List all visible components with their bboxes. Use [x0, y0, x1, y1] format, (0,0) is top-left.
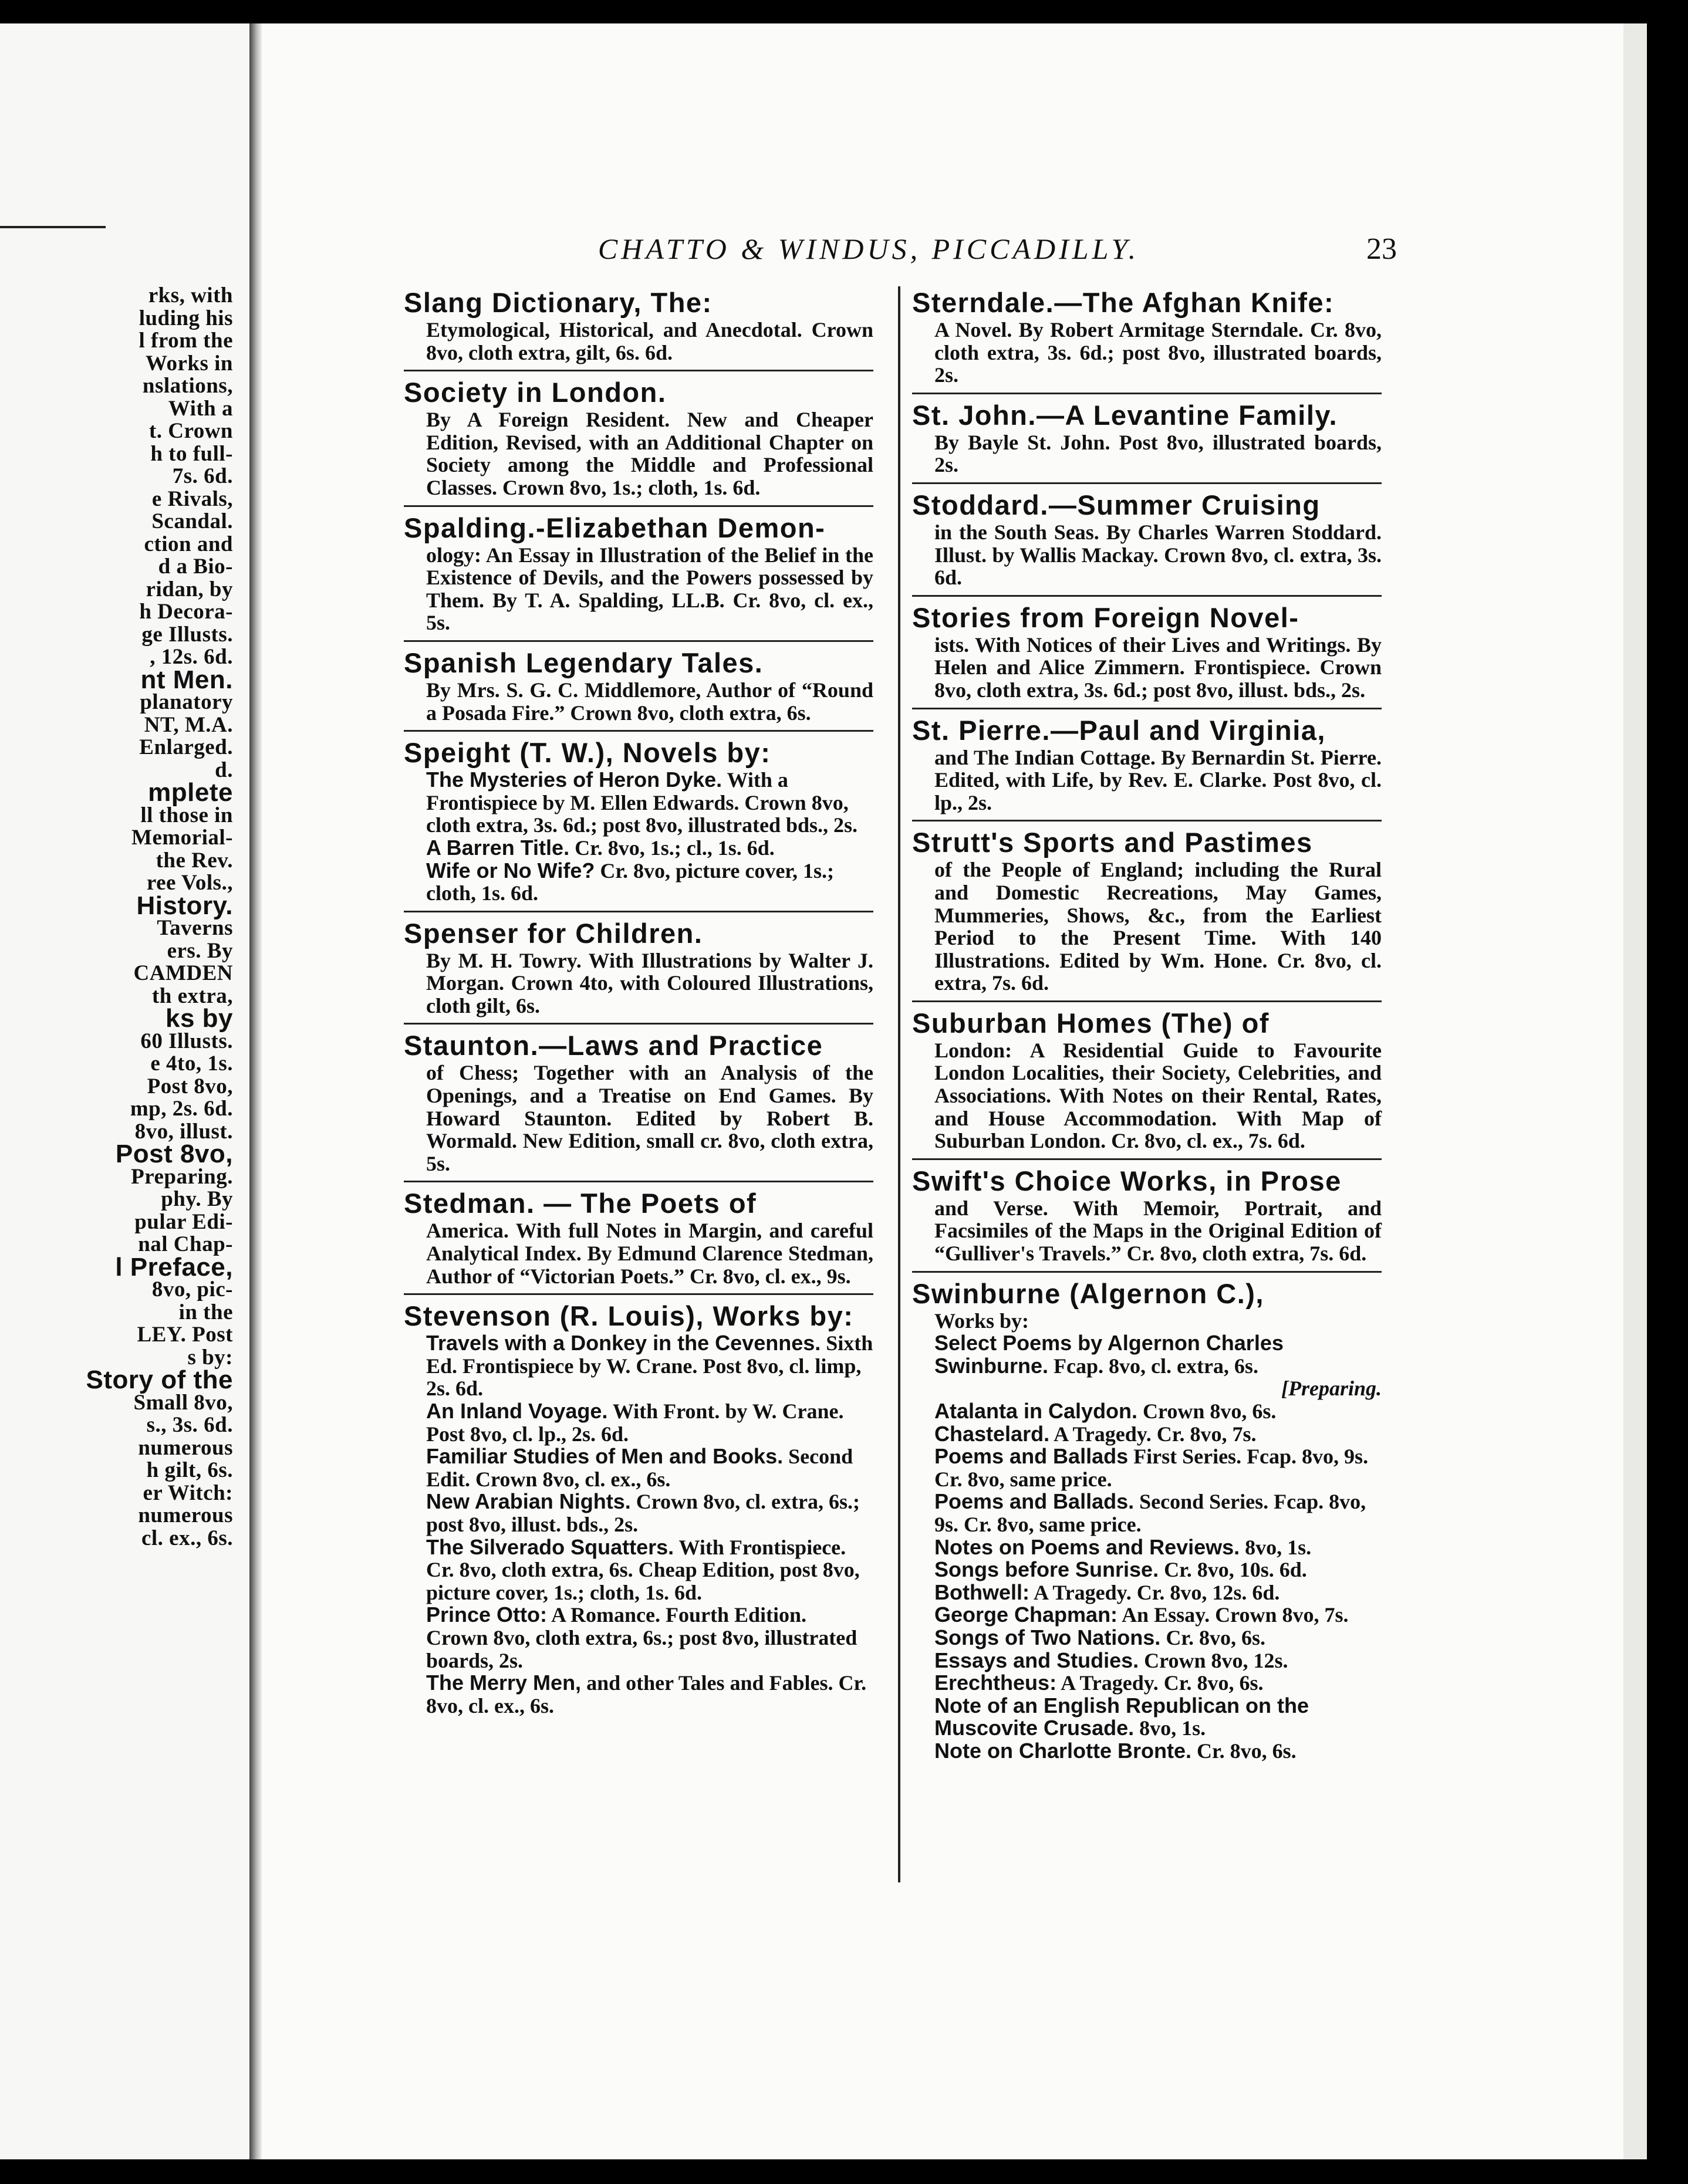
entry-description: Etymological, Historical, and Anecdotal. Crown 8vo, cloth extra, gilt, 6s. 6d.	[426, 318, 873, 364]
entry-heading: Stevenson (R. Louis), Works by:	[404, 1300, 854, 1332]
work-title: An Inland Voyage.	[426, 1399, 608, 1423]
work-title: Notes on Poems and Reviews.	[934, 1534, 1240, 1559]
fragment-line: pular Edi-	[134, 1209, 233, 1234]
work-item	[404, 860, 873, 905]
work-item	[912, 1558, 1382, 1581]
fragment-line: t. Crown	[148, 419, 233, 443]
fragment-line: NT, M.A.	[144, 712, 233, 737]
entry-description: ists. With Notices of their Lives and Writings. By Helen and Alice Zimmern. Frontispiece. Crown 8vo, cloth extra, 3s. 6d.; post 8vo, illust. bds., 2s.	[934, 633, 1382, 702]
work-details: Crown 8vo, 12s.	[1144, 1648, 1288, 1672]
fragment-line: mplete	[148, 778, 233, 807]
page-number: 23	[1366, 232, 1397, 266]
fragment-line: Enlarged.	[139, 735, 233, 759]
entry-description: By Bayle St. John. Post 8vo, illustrated boards, 2s.	[934, 430, 1382, 477]
entry-description: By M. H. Towry. With Illustrations by Walter J. Morgan. Crown 4to, with Coloured Illustrations, cloth gilt, 6s.	[426, 948, 873, 1017]
fragment-line: Memorial-	[131, 826, 233, 850]
fragment-line: s by:	[187, 1345, 233, 1370]
fragment-line: ree Vols.,	[146, 871, 233, 895]
work-title: Travels with a Donkey in the Cevennes.	[426, 1331, 821, 1355]
work-item	[404, 1332, 873, 1400]
entry-separator	[912, 708, 1382, 709]
fragment-line: Story of the	[86, 1365, 233, 1394]
work-title: Erechtheus:	[934, 1671, 1057, 1695]
entry-heading: Swift's Choice Works, in Prose	[912, 1165, 1342, 1196]
entry-heading: Slang Dictionary, The:	[404, 287, 713, 318]
entry-heading: Stories from Foreign Novel-	[912, 601, 1299, 633]
work-item	[404, 1400, 873, 1445]
entry-description: A Novel. By Robert Armitage Sterndale. Cr. 8vo, cloth extra, 3s. 6d.; post 8vo, illustrated boards, 2s.	[934, 318, 1382, 387]
work-title: George Chapman:	[934, 1602, 1118, 1627]
work-item	[912, 1377, 1382, 1400]
work-details: An Essay. Crown 8vo, 7s.	[1122, 1603, 1349, 1627]
catalogue-entry	[404, 512, 873, 634]
entry-separator	[912, 820, 1382, 821]
entry-separator	[404, 640, 873, 642]
work-details: Cr. 8vo, 10s. 6d.	[1164, 1558, 1307, 1582]
work-details: With a Frontispiece by M. Ellen Edwards. Crown 8vo, cloth extra, 3s. 6d.; post 8vo, illustrated bds., 2s.	[426, 768, 858, 837]
fragment-line: rks, with	[148, 283, 233, 307]
column-divider	[898, 286, 900, 1882]
work-item	[912, 1536, 1382, 1559]
fragment-line: ks by	[165, 1004, 233, 1033]
entry-heading: Spanish Legendary Tales.	[404, 647, 764, 678]
entry-heading: Suburban Homes (The) of	[912, 1007, 1270, 1039]
fragment-line: Scandal.	[151, 509, 233, 533]
entry-heading: Staunton.—Laws and Practice	[404, 1030, 823, 1061]
work-item	[912, 1740, 1382, 1763]
facing-page-fragment	[0, 23, 249, 2159]
fragment-line: Small 8vo,	[133, 1390, 233, 1415]
fragment-line: the Rev.	[156, 848, 233, 873]
fragment-line: planatory	[140, 690, 233, 714]
catalogue-entry	[404, 1300, 873, 1717]
work-title: New Arabian Nights.	[426, 1489, 631, 1514]
fragment-line: Works in	[146, 351, 233, 376]
fragment-line: nslations,	[142, 374, 233, 398]
fragment-line: CAMDEN	[133, 961, 233, 985]
work-details: Crown 8vo, 6s.	[1143, 1399, 1277, 1423]
fragment-line: ge Illusts.	[141, 622, 233, 647]
work-details: First Series. Fcap. 8vo, 9s. Cr. 8vo, same price.	[934, 1445, 1369, 1491]
fragment-line: Post 8vo,	[147, 1074, 233, 1098]
work-details: Crown 8vo, cl. extra, 6s.; post 8vo, illust. bds., 2s.	[426, 1490, 860, 1536]
work-details: A Tragedy. Cr. 8vo, 6s.	[1061, 1671, 1264, 1695]
fragment-line: phy. By	[161, 1187, 233, 1211]
work-title: The Mysteries of Heron Dyke.	[426, 768, 723, 792]
fragment-line: s., 3s. 6d.	[146, 1413, 233, 1437]
work-item	[404, 1672, 873, 1717]
fragment-line: th extra,	[151, 983, 233, 1008]
work-details: With Front. by W. Crane. Post 8vo, cl. lp., 2s. 6d.	[426, 1399, 844, 1446]
page-edge	[1623, 23, 1647, 2159]
entry-description: of Chess; Together with an Analysis of the Openings, and a Treatise on End Games. By Howard Staunton. Edited by Robert B. Wormald. New Edition, small cr. 8vo, cloth extra, 5s.	[426, 1061, 873, 1175]
work-details: [Preparing.	[1281, 1377, 1382, 1401]
work-title: The Merry Men,	[426, 1671, 582, 1695]
work-title: Chastelard.	[934, 1421, 1050, 1446]
entry-heading: Stoddard.—Summer Cruising	[912, 489, 1321, 520]
fragment-line: l Preface,	[115, 1252, 233, 1282]
work-item	[404, 1445, 873, 1490]
work-title: Note on Charlotte Bronte.	[934, 1738, 1191, 1763]
work-item	[404, 837, 873, 860]
work-item	[404, 1536, 873, 1604]
catalogue-entry	[912, 399, 1382, 476]
fragment-line: h gilt, 6s.	[146, 1458, 233, 1482]
work-details: Second Edit. Crown 8vo, cl. ex., 6s.	[426, 1445, 853, 1491]
fragment-line: mp, 2s. 6d.	[130, 1097, 233, 1121]
fragment-line: h Decora-	[139, 600, 233, 624]
work-details: Sixth Ed. Frontispiece by W. Crane. Post 8vo, cl. limp, 2s. 6d.	[426, 1331, 873, 1401]
fragment-line: d a Bio-	[158, 555, 233, 579]
catalogue-entry	[912, 826, 1382, 995]
work-item	[912, 1445, 1382, 1490]
entry-separator	[912, 1000, 1382, 1002]
work-title: Songs of Two Nations.	[934, 1625, 1161, 1649]
catalogue-entry	[404, 1029, 873, 1175]
work-details: A Tragedy. Cr. 8vo, 12s. 6d.	[1034, 1580, 1280, 1604]
work-item	[912, 1423, 1382, 1446]
fragment-line: 7s. 6d.	[172, 464, 233, 488]
entry-separator	[404, 1293, 873, 1295]
catalogue-entry	[912, 489, 1382, 589]
facing-page-text	[0, 285, 233, 1550]
fragment-line: 8vo, pic-	[151, 1277, 233, 1301]
fragment-line: Taverns	[157, 916, 233, 940]
fragment-line: numerous	[138, 1435, 233, 1460]
entry-separator	[404, 730, 873, 732]
work-details: 8vo, 1s.	[1245, 1535, 1312, 1559]
entry-description: of the People of England; including the Rural and Domestic Recreations, May Games, Mummeries, Shows, &c., from the Earliest Period to the Present Time. With 140 Illustrations. Edited by Wm. Hone. Cr. 8vo, cl. extra, 7s. 6d.	[934, 858, 1382, 995]
catalogue-entry	[404, 647, 873, 724]
work-details: Cr. 8vo, picture cover, 1s.; cloth, 1s. 6d.	[426, 858, 834, 905]
work-item	[912, 1332, 1382, 1377]
work-item	[404, 769, 873, 837]
catalogue-entry	[404, 1187, 873, 1287]
catalogue-entry	[912, 1277, 1382, 1763]
work-item	[912, 1604, 1382, 1627]
entry-separator	[404, 1181, 873, 1182]
catalogue-entry	[912, 1007, 1382, 1152]
fragment-line: l from the	[139, 329, 233, 353]
entry-heading: Swinburne (Algernon C.),	[912, 1277, 1264, 1309]
entry-separator	[404, 911, 873, 912]
fragment-line: d.	[215, 758, 233, 782]
entry-separator	[404, 370, 873, 371]
entry-separator	[404, 505, 873, 507]
fragment-line: Post 8vo,	[115, 1140, 233, 1168]
catalogue-entry	[912, 286, 1382, 387]
work-details: Fcap. 8vo, cl. extra, 6s.	[1054, 1354, 1258, 1378]
catalogue-entry	[404, 917, 873, 1017]
entry-heading: Stedman. — The Poets of	[404, 1188, 757, 1219]
fragment-line: luding his	[139, 306, 233, 330]
catalogue-entry	[912, 1165, 1382, 1265]
entry-separator	[912, 1271, 1382, 1273]
work-details: Second Series. Fcap. 8vo, 9s. Cr. 8vo, same price.	[934, 1490, 1366, 1536]
fragment-line: nt Men.	[140, 665, 233, 694]
left-page-rule	[0, 226, 106, 228]
catalogue-entry	[404, 736, 873, 905]
entry-separator	[912, 482, 1382, 484]
entry-separator	[912, 595, 1382, 597]
entry-heading: Strutt's Sports and Pastimes	[912, 827, 1313, 858]
work-details: Cr. 8vo, 6s.	[1197, 1739, 1297, 1763]
entry-separator	[404, 1023, 873, 1025]
catalogue-entry	[404, 376, 873, 499]
work-title: Poems and Ballads.	[934, 1489, 1135, 1514]
entry-heading: Speight (T. W.), Novels by:	[404, 737, 771, 769]
work-title: Atalanta in Calydon.	[934, 1399, 1138, 1423]
entry-intro: Works by:	[934, 1309, 1029, 1333]
work-item	[912, 1627, 1382, 1649]
work-item	[912, 1695, 1382, 1740]
entry-heading: St. Pierre.—Paul and Virginia,	[912, 714, 1326, 746]
work-title: Poems and Ballads	[934, 1444, 1129, 1469]
work-details: and other Tales and Fables. Cr. 8vo, cl. ex., 6s.	[426, 1671, 867, 1718]
fragment-line: ction and	[144, 532, 233, 556]
work-item	[912, 1649, 1382, 1672]
fragment-line: er Witch:	[143, 1480, 233, 1505]
entry-description: By Mrs. S. G. C. Middlemore, Author of “Round a Posada Fire.” Crown 8vo, cloth extra, 6s.	[426, 678, 873, 725]
work-title: Note of an English Republican on the Muscovite Crusade.	[934, 1693, 1309, 1740]
work-title: The Silverado Squatters.	[426, 1534, 674, 1559]
fragment-line: Preparing.	[131, 1164, 233, 1189]
work-title: Select Poems by Algernon Charles Swinburne.	[934, 1331, 1284, 1378]
work-title: A Barren Title.	[426, 835, 570, 860]
fragment-line: ll those in	[140, 803, 233, 827]
work-details: Cr. 8vo, 1s.; cl., 1s. 6d.	[575, 836, 775, 860]
entry-separator	[912, 1158, 1382, 1160]
work-title: Wife or No Wife?	[426, 858, 595, 883]
fragment-line: With a	[168, 396, 233, 421]
work-title: Familiar Studies of Men and Books.	[426, 1444, 784, 1469]
book-gutter	[249, 23, 262, 2159]
work-title: Essays and Studies.	[934, 1648, 1139, 1672]
entry-description: London: A Residential Guide to Favourite London Localities, their Society, Celebrities, and Associations. With Notes on their Rental, Rates, and House Accommodation. With Map of Suburban London. Cr. 8vo, cl. ex., 7s. 6d.	[934, 1038, 1382, 1153]
fragment-line: e 4to, 1s.	[150, 1052, 233, 1076]
fragment-line: 60 Illusts.	[140, 1029, 233, 1053]
fragment-line: in the	[178, 1300, 233, 1324]
work-item	[404, 1490, 873, 1536]
fragment-line: nal Chap-	[138, 1232, 233, 1256]
entry-heading: Society in London.	[404, 377, 667, 408]
entry-description: America. With full Notes in Margin, and careful Analytical Index. By Edmund Clarence Stedman, Author of “Victorian Poets.” Cr. 8vo, cl. ex., 9s.	[426, 1219, 873, 1288]
entry-description: ology: An Essay in Illustration of the Belief in the Existence of Devils, and the Powers possessed by Them. By T. A. Spalding, LL.B. Cr. 8vo, cl. ex., 5s.	[426, 543, 873, 635]
catalogue-entry	[912, 601, 1382, 702]
entry-description: By A Foreign Resident. New and Cheaper Edition, Revised, with an Additional Chapter on Society among the Middle and Professional Classes. Crown 8vo, 1s.; cloth, 1s. 6d.	[426, 408, 873, 499]
work-details: With Frontispiece. Cr. 8vo, cloth extra, 6s. Cheap Edition, post 8vo, picture cover, 1s.; cloth, 1s. 6d.	[426, 1535, 860, 1604]
entry-separator	[912, 393, 1382, 394]
entry-heading: Spenser for Children.	[404, 917, 703, 949]
entry-description: in the South Seas. By Charles Warren Stoddard. Illust. by Wallis Mackay. Crown 8vo, cl. extra, 3s. 6d.	[934, 520, 1382, 590]
work-item	[912, 1581, 1382, 1604]
left-column	[404, 286, 873, 1723]
fragment-line: cl. ex., 6s.	[141, 1526, 233, 1550]
fragment-line: History.	[136, 891, 233, 920]
catalogue-entry	[912, 714, 1382, 814]
entry-description: and The Indian Cottage. By Bernardin St. Pierre. Edited, with Life, by Rev. E. Clarke. Post 8vo, cl. lp., 2s.	[934, 745, 1382, 814]
entry-heading: St. John.—A Levantine Family.	[912, 399, 1338, 431]
work-details: Cr. 8vo, 6s.	[1166, 1625, 1265, 1649]
running-header: CHATTO & WINDUS, PICCADILLY.	[597, 232, 1140, 265]
entry-heading: Sterndale.—The Afghan Knife:	[912, 287, 1335, 318]
work-title: Prince Otto:	[426, 1602, 548, 1627]
fragment-line: , 12s. 6d.	[150, 645, 233, 669]
fragment-line: LEY. Post	[137, 1323, 233, 1347]
work-item	[404, 1604, 873, 1672]
work-title: Bothwell:	[934, 1580, 1029, 1604]
work-details: 8vo, 1s.	[1139, 1716, 1206, 1740]
catalogue-entry	[404, 286, 873, 364]
right-column	[912, 286, 1382, 1769]
fragment-line: 8vo, illust.	[134, 1119, 233, 1144]
fragment-line: h to full-	[150, 441, 233, 466]
fragment-line: ers. By	[167, 938, 233, 963]
work-item	[912, 1490, 1382, 1536]
fragment-line: ridan, by	[146, 577, 233, 601]
entry-description: and Verse. With Memoir, Portrait, and Facsimiles of the Maps in the Original Edition of “Gulliver's Travels.” Cr. 8vo, cloth extra, 7s. 6d.	[934, 1196, 1382, 1266]
work-details: A Tragedy. Cr. 8vo, 7s.	[1054, 1422, 1257, 1446]
work-details: A Romance. Fourth Edition. Crown 8vo, cloth extra, 6s.; post 8vo, illustrated boards, 2s.	[426, 1603, 857, 1672]
work-item	[912, 1400, 1382, 1423]
fragment-line: e Rivals,	[151, 486, 233, 511]
work-item	[912, 1672, 1382, 1695]
work-title: Songs before Sunrise.	[934, 1557, 1159, 1582]
fragment-line: numerous	[138, 1503, 233, 1527]
entry-heading: Spalding.-Elizabethan Demon-	[404, 512, 826, 543]
